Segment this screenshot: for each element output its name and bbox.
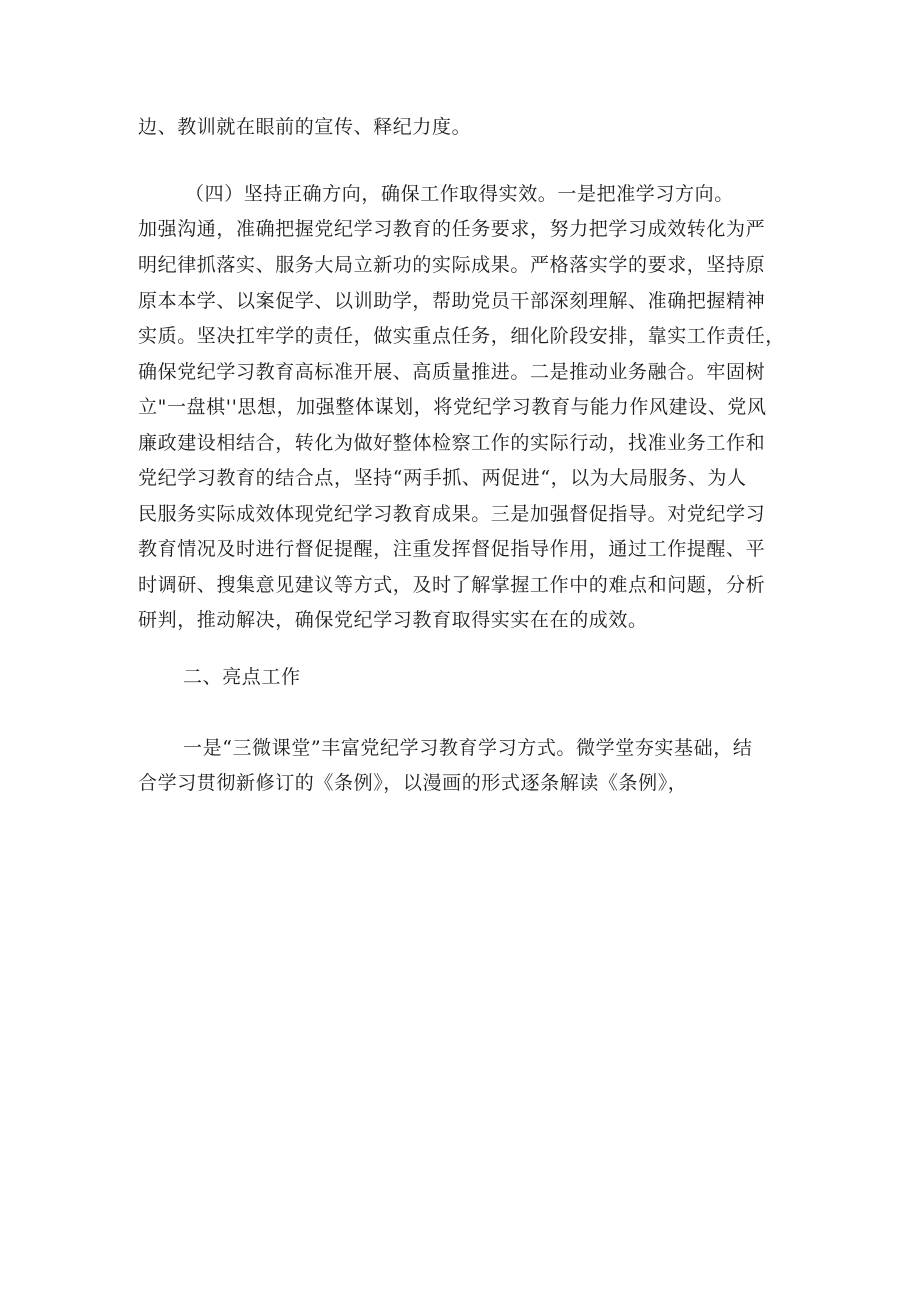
highlight-line-2: 合学习贯彻新修订的《条例》，以漫画的形式逐条解读《条例》， bbox=[138, 772, 688, 794]
section-four-line-7: 立"一盘棋''思想，加强整体谋划，将党纪学习教育与能力作风建设、党风 bbox=[138, 396, 767, 418]
section-four-line-9: 党纪学习教育的结合点，坚持“两手抓、两促进“，以为大局服务、为人 bbox=[138, 467, 747, 489]
section-four-line-1: （四）坚持正确方向，确保工作取得实效。一是把准学习方向。 bbox=[185, 183, 734, 205]
section-four-line-10: 民服务实际成效体现党纪学习教育成果。三是加强督促指导。对党纪学习 bbox=[138, 503, 766, 525]
section-four-line-13: 研判，推动解决，确保党纪学习教育取得实实在在的成效。 bbox=[138, 609, 648, 631]
carry-over-line: 边、教训就在眼前的宣传、释纪力度。 bbox=[138, 116, 472, 138]
section-four-line-5: 实质。坚决扛牢学的责任，做实重点任务，细化阶段安排，靠实工作责任， bbox=[138, 325, 785, 347]
section-four-line-6: 确保党纪学习教育高标准开展、高质量推进。二是推动业务融合。牢固树 bbox=[138, 361, 766, 383]
section-four-line-4: 原本本学、以案促学、以训助学，帮助党员干部深刻理解、准确把握精神 bbox=[138, 290, 766, 312]
highlight-line-1: 一是“三微课堂”丰富党纪学习教育学习方式。微学堂夯实基础，结 bbox=[183, 737, 753, 759]
section-four-line-8: 廉政建设相结合，转化为做好整体检察工作的实际行动，找准业务工作和 bbox=[138, 432, 766, 454]
section-four-line-11: 教育情况及时进行督促提醒，注重发挥督促指导作用，通过工作提醒、平 bbox=[138, 538, 766, 560]
section-four-line-3: 明纪律抓落实、服务大局立新功的实际成果。严格落实学的要求，坚持原 bbox=[138, 254, 766, 276]
section-four-line-12: 时调研、搜集意见建议等方式，及时了解掌握工作中的难点和问题，分析 bbox=[138, 574, 766, 596]
section-heading: 二、亮点工作 bbox=[183, 666, 301, 688]
section-four-line-2: 加强沟通，准确把握党纪学习教育的任务要求，努力把学习成效转化为严 bbox=[138, 218, 766, 240]
